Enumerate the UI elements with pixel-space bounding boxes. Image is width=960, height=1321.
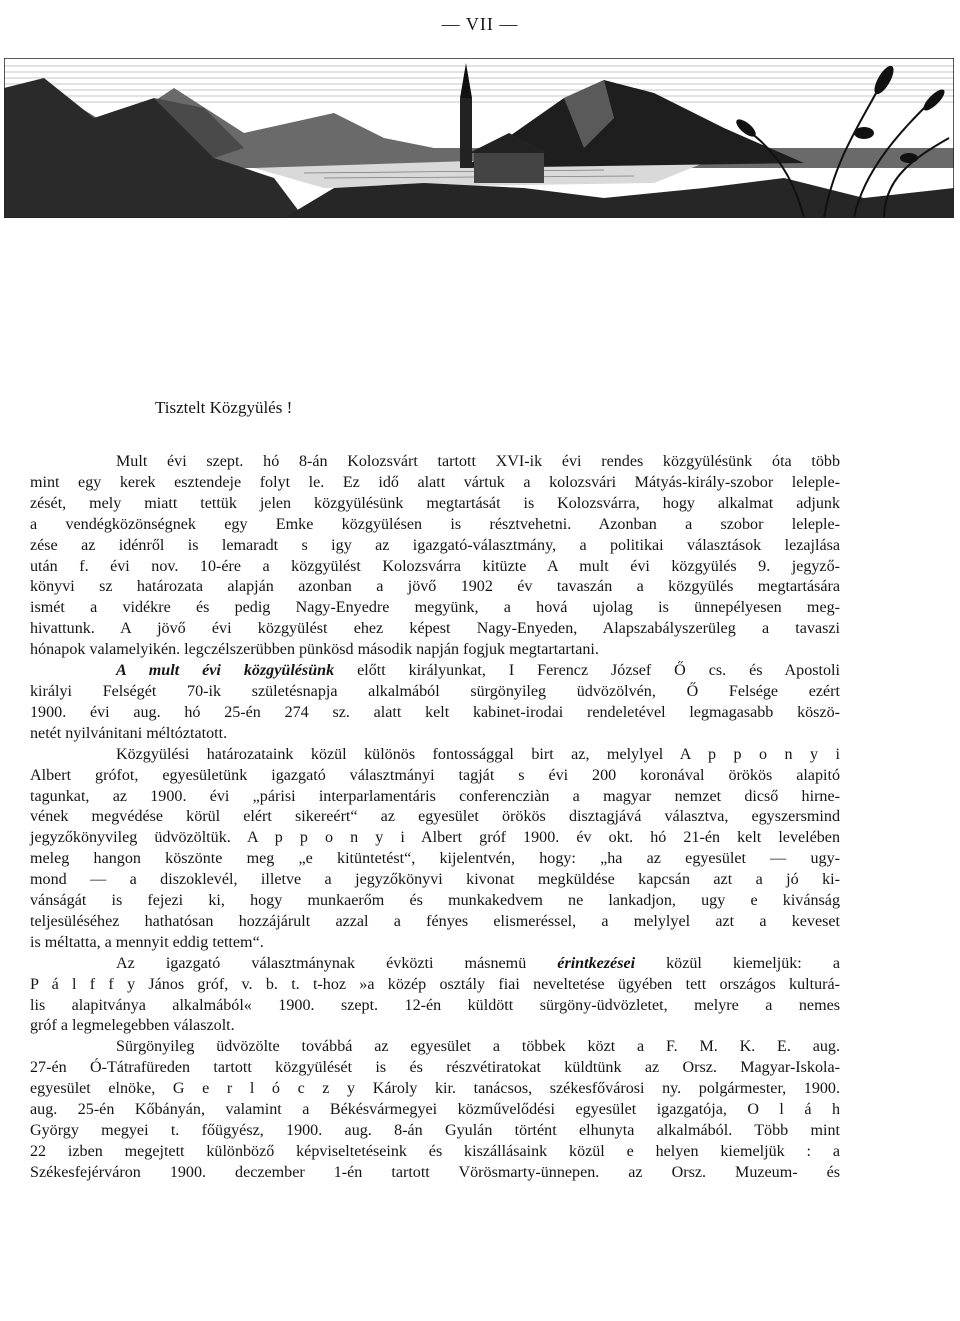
text-line: a vendégközönségnek egy Emke közgyülésen is résztvehetni. Azonban a szobor leleple- [30, 515, 840, 533]
text-span: közül kiemeljük: a [635, 954, 840, 972]
text-line: jegyzőkönyvileg üdvözöltük. A p p o n y i Albert gróf 1900. év okt. hó 21-én kelt levelében [30, 829, 840, 847]
text-line: gróf a legmelegebben válaszolt. [30, 1017, 235, 1035]
text-line: mond — a diszoklevél, illetve a jegyzőkönyvi kivonat megküldése kapcsán azt a jó ki- [30, 871, 840, 889]
text-line: 1900. évi aug. hó 25-én 274 sz. alatt kelt kabinet-irodai rendeletével legmagasabb köszö- [30, 703, 840, 721]
text-line: ismét a vidékre és pedig Nagy-Enyedre megyünk, a hová ujolag is ünnepélyesen meg- [30, 599, 840, 617]
text-line: mint egy kerek esztendeje folyt le. Ez idő alatt vártuk a kolozsvári Mátyás-király-szobor leleple- [30, 473, 840, 491]
text-line: zését, mely miatt tettük jelen közgyülésünk megtartását is Kolozsvárra, hogy alkalmat adjunk [30, 494, 840, 512]
text-line: után f. évi nov. 10-ére a közgyülést Kolozsvárra kitüzte A mult évi közgyülés 9. jegyző- [30, 557, 840, 575]
text-line: aug. 25-én Kőbányán, valamint a Békésvármegyei közművelődési egyesület igazgatója, O l á h [30, 1101, 840, 1119]
text-line: Közgyülési határozataink közül különös fontossággal birt az, melylyel A p p o n y i [116, 745, 840, 763]
text-line: is méltatta, a mennyit eddig tettem“. [30, 933, 264, 951]
paragraph-2 [30, 661, 840, 745]
text-span: Az igazgató választmánynak évközti másnemü [116, 954, 558, 972]
text-line: Mult évi szept. hó 8-án Kolozsvárt tartott XVI-ik évi rendes közgyülésünk óta több [116, 453, 840, 470]
text-line: teljesüléséhez hathatósan hozzájárult azzal a fényes elismeréssel, a melylyel azt a keveset [30, 912, 840, 930]
text-line: királyi Felségét 70-ik születésnapja alkalmából sürgönyileg üdvözölvén, Ő Felsége ezért [30, 682, 840, 700]
paragraph-1 [30, 452, 840, 661]
text-line: hónapok valamelyikén. legczélszerübben pünkösd második napján fogjuk megtartartani. [30, 641, 599, 659]
text-line: vánságát is fejezi ki, hogy munkaerőm és munkakedvem ne lankadjon, ugy e kivánság [30, 892, 840, 910]
page-number: — VII — [441, 14, 519, 34]
text-line: hivattunk. A jövő évi közgyülést ehez képest Nagy-Enyeden, Alapszabályszerüleg a tavaszi [30, 620, 840, 638]
salutation: Tisztelt Közgyülés ! [155, 398, 293, 417]
text-line: tagunkat, az 1900. évi „párisi interparlamentáris conferencziàn a magyar nemzet dicső hirne- [30, 787, 840, 805]
text-line: egyesület elnöke, G e r l ó c z y Károly kir. tanácsos, székesfővárosi ny. polgármester, 1900. [30, 1080, 840, 1098]
landscape-engraving-icon [4, 58, 954, 218]
text-line [30, 954, 840, 975]
emphasis-lead: A mult évi közgyülésünk [116, 662, 335, 680]
emphasis-lead: érintkezései [557, 954, 636, 972]
text-line: P á l f f y János gróf, v. b. t. t-hoz »a közép osztály fiai neveltetése ügyében tett országos kulturá- [30, 975, 840, 993]
paragraph-4 [30, 954, 840, 1038]
text-line: meleg hangon köszönte meg „e kitüntetést“, kijelentvén, hogy: „ha az egyesület — ugy- [30, 850, 840, 868]
text-line: György megyei t. főügyész, 1900. aug. 8-án Gyulán történt elhunyta alkalmából. Több mint [30, 1122, 840, 1139]
paragraph-5 [30, 1037, 840, 1183]
text-line: 27-én Ó-Tátrafüreden tartott közgyülését is és részvétiratokat küldtünk az Orsz. Magyar-Iskola- [30, 1059, 840, 1077]
text-line: 22 izben megejtett különböző képviseltetéseink és kiszállásaink közül e helyen kiemeljük : a [30, 1142, 840, 1160]
text-line: zése az idénről is lemaradt s igy az igazgató-választmány, a politikai választások lezajlása [30, 536, 840, 554]
text-line: lis alapitványa alkalmából« 1900. szept. 12-én küldött sürgöny-üdvözletet, melyre a nemes [30, 996, 840, 1014]
text-span: előtt királyunkat, I Ferencz József Ő cs. és Apostoli [334, 662, 840, 680]
text-line: vének megvédése körül elért sikereért“ az egyesület örökös disztagjává választva, egyszersmind [30, 808, 840, 826]
paragraph-3 [30, 745, 840, 954]
text-line: netét nyilvánitani méltóztatott. [30, 724, 228, 742]
text-line: Sürgönyileg üdvözölte továbbá az egyesület a többek közt a F. M. K. E. aug. [116, 1038, 840, 1056]
text-line: Székesfejérváron 1900. deczember 1-én tartott Vörösmarty-ünnepen. az Orsz. Muzeum- és [30, 1163, 840, 1181]
text-line: Albert grófot, egyesületünk igazgató választmányi tagját s évi 200 koronával örökös alapitó [30, 766, 840, 784]
text-line [30, 661, 840, 682]
text-line: könyvi sz határozata alapján azonban a jövő 1902 év tavaszán a közgyülés megtartására [30, 578, 840, 596]
body-text [30, 452, 840, 1184]
